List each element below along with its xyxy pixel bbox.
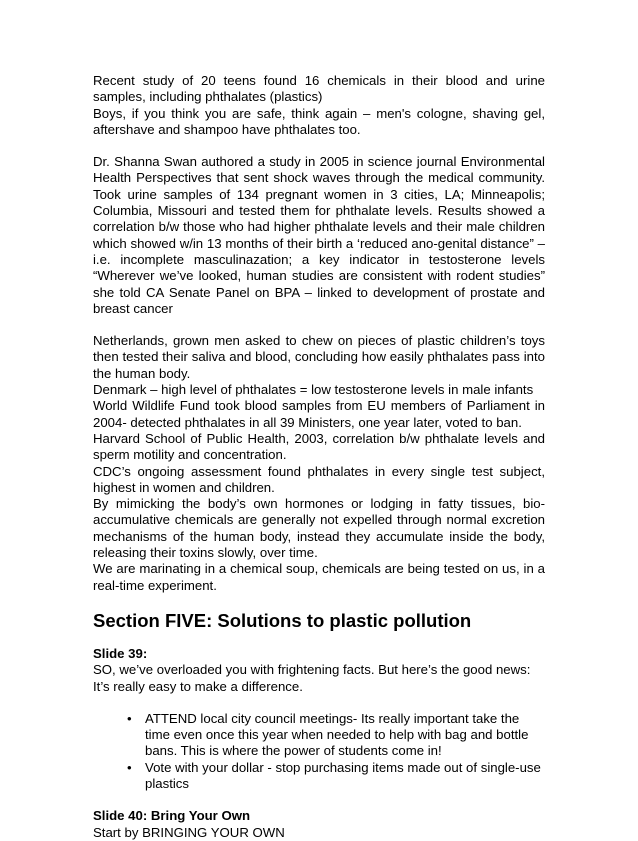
bullet-item-vote — [129, 760, 545, 793]
paragraph-gap — [93, 695, 545, 711]
bullet-icon: • — [127, 759, 132, 775]
slide-40-line-1: Start by BRINGING YOUR OWN — [93, 824, 285, 840]
bullet-text: Vote with your dollar - stop purchasing items made out of single-use plastics — [145, 759, 541, 791]
teen-study-paragraph: Recent study of 20 teens found 16 chemicals in their blood and urine samples, including phthalates (plastics) — [93, 73, 545, 105]
paragraph-gap — [93, 138, 545, 154]
boys-warning-paragraph: Boys, if you think you are safe, think again – men's cologne, shaving gel, aftershave and shampoo have phthalates too. — [93, 105, 545, 137]
harvard-paragraph: Harvard School of Public Health, 2003, correlation b/w phthalate levels and sperm motility and concentration. — [93, 430, 545, 463]
section-heading: Section FIVE: Solutions to plastic pollution — [93, 609, 472, 631]
bullet-text: ATTEND local city council meetings- Its really important take the time even once this year when needed to help with bag and bottle bans. This is where the power of students come in! — [145, 710, 529, 759]
paragraph-gap — [93, 792, 545, 808]
swan-study-block — [93, 154, 545, 317]
swan-study-paragraph: Dr. Shanna Swan authored a study in 2005 in science journal Environmental Health Perspectives that sent shock waves through the medical community. Took urine samples of 134 pregnant women in 3 cities, LA; Minneapolis; Columbia, Missouri and tested them for phthalate levels. Results showed a correlation b/w those who had higher phthalate levels and their male children which showed w/in 13 months of their birth a ‘reduced ano-genital distance” – i.e. incomplete masculinazation; a key indicator in testosterone levels “Wherever we’ve looked, human studies are consistent with rodent studies” she told CA Senate Panel on BPA – linked to development of prostate and breast cancer — [93, 154, 545, 316]
paragraph-gap — [93, 317, 545, 333]
chemical-soup-paragraph: We are marinating in a chemical soup, chemicals are being tested on us, in a real-time experiment. — [93, 561, 545, 593]
slide-40-block — [93, 808, 545, 841]
slide-39-block — [93, 646, 545, 792]
netherlands-paragraph: Netherlands, grown men asked to chew on pieces of plastic children’s toys then tested their saliva and blood, concluding how easily phthalates pass into the human body. — [93, 333, 545, 381]
solutions-bullet-list — [93, 711, 545, 792]
wwf-paragraph: World Wildlife Fund took blood samples from EU members of Parliament in 2004- detected phthalates in all 39 Ministers, one year later, voted to ban. — [93, 398, 545, 430]
denmark-paragraph: Denmark – high level of phthalates = low testosterone levels in male infants — [93, 382, 534, 398]
slide-39-title: Slide 39: — [93, 645, 148, 661]
studies-list-block — [93, 333, 545, 594]
paragraph-gap — [93, 632, 545, 646]
teen-study-block — [93, 73, 545, 138]
bullet-item-council — [129, 711, 545, 760]
slide-39-line-2: It’s really easy to make a difference. — [93, 678, 303, 694]
slide-40-title: Slide 40: Bring Your Own — [93, 808, 251, 824]
bullet-icon: • — [127, 710, 132, 726]
cdc-paragraph: CDC’s ongoing assessment found phthalates in every single test subject, highest in women and children. — [93, 463, 545, 495]
mimicking-paragraph: By mimicking the body’s own hormones or lodging in fatty tissues, bio-accumulative chemicals are generally not expelled through normal excretion mechanisms of the human body, instead they accumulate inside the body, releasing their toxins slowly, over time. — [93, 496, 545, 561]
slide-39-line-1: SO, we’ve overloaded you with frightening facts. But here’s the good news: — [93, 662, 531, 678]
